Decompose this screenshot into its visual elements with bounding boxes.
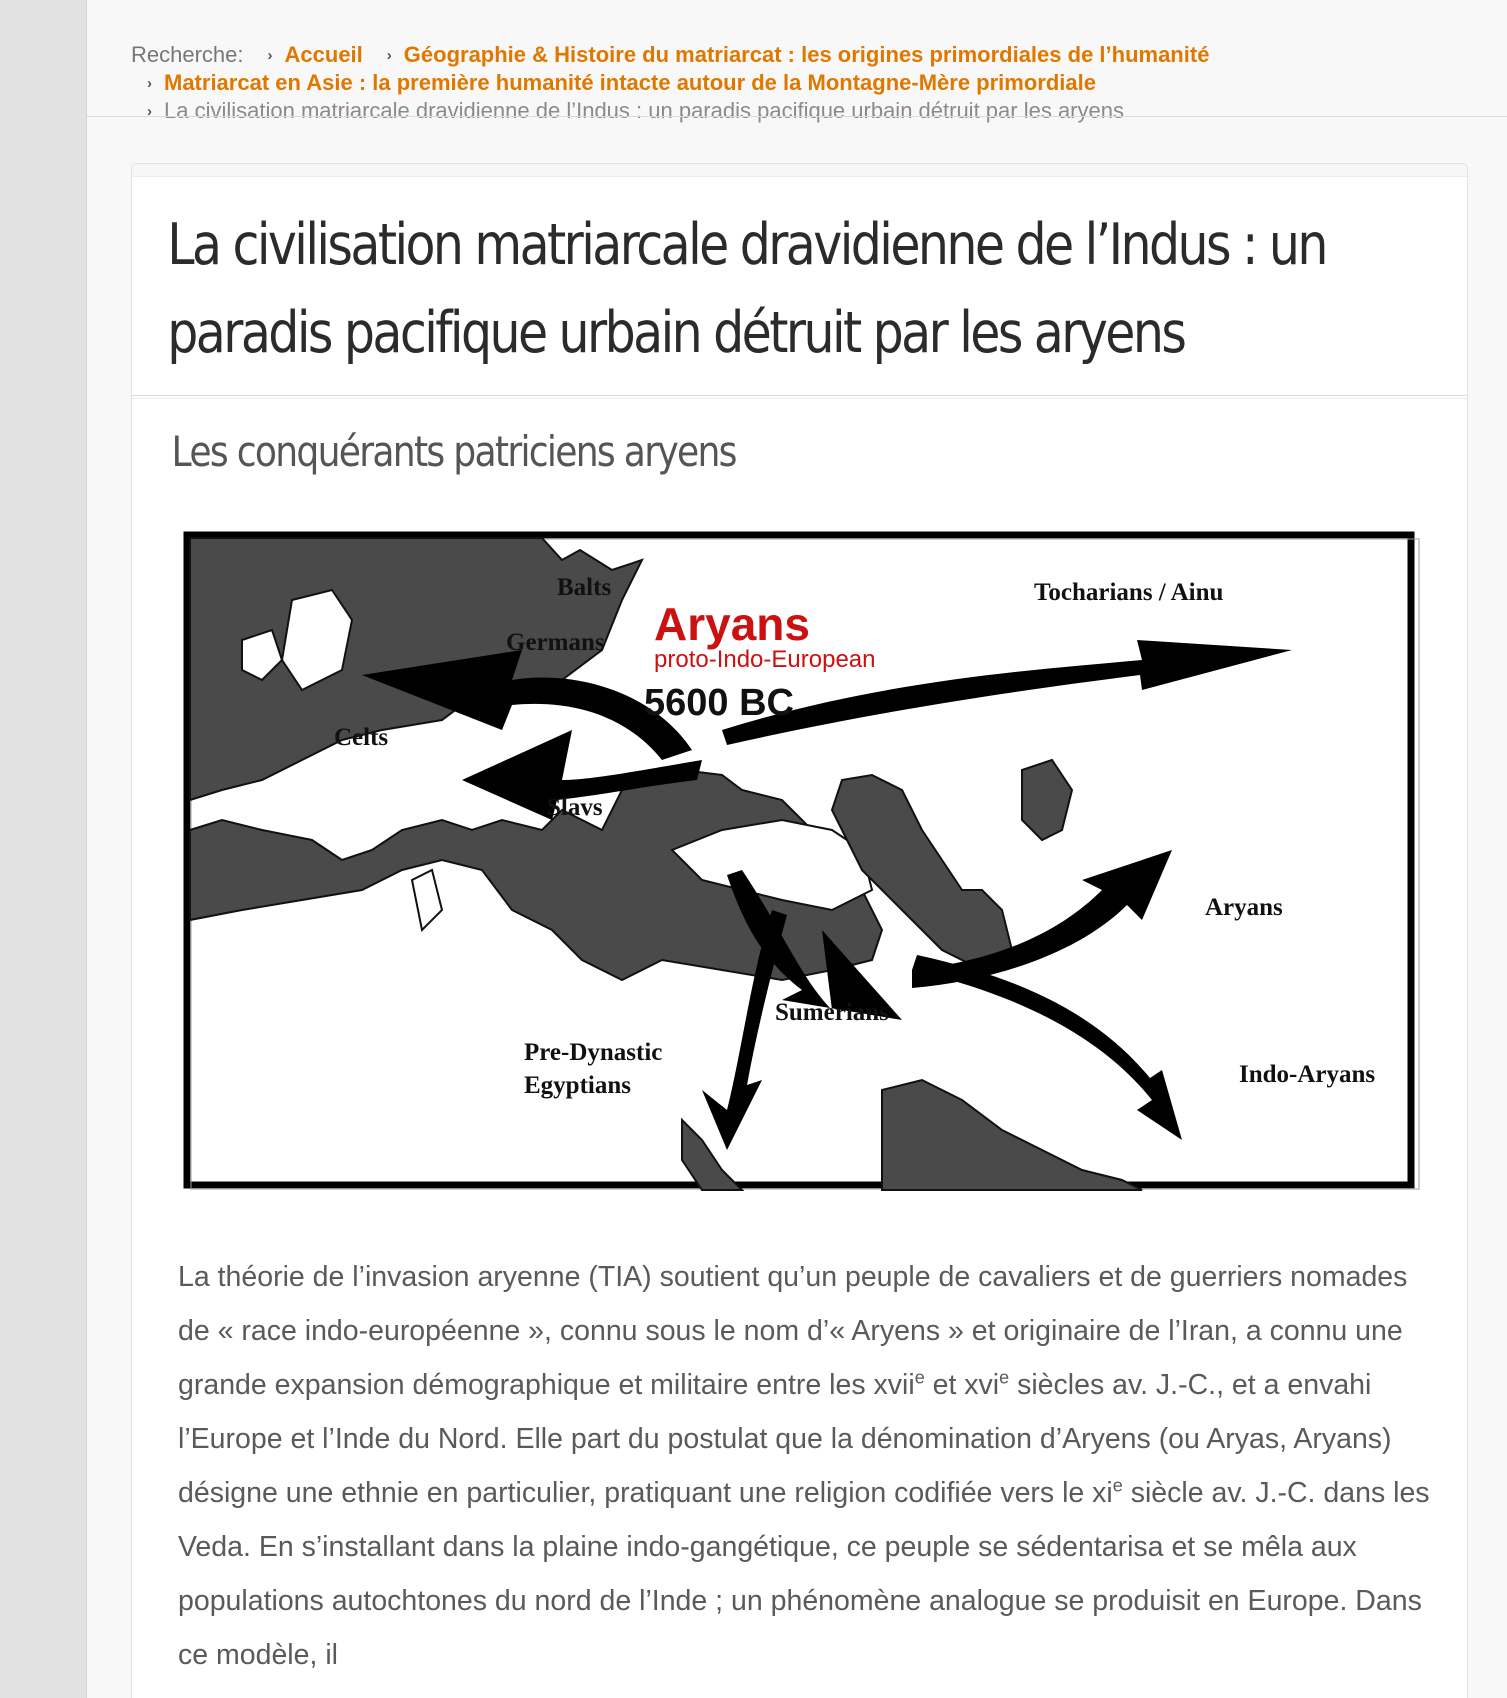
page-title [132,177,1449,395]
breadcrumb-label: Recherche: [131,42,244,67]
label-celts: Celts [334,724,389,751]
label-germans: Germans [506,629,605,656]
title-line-2: paradis pacifique urbain détruit par les aryens [167,300,1185,366]
label-tocharians: Tocharians / Ainu [1034,579,1224,606]
label-egypt-1: Pre-Dynastic [524,1039,663,1066]
breadcrumb-link-geography[interactable]: Géographie & Histoire du matriarcat : les origines primordiales de l’humanité [403,42,1210,67]
paragraph-text-c: siècles av. J.-C., et a envahi l’Europe et l’Inde du Nord. Elle part du postulat que la dénomination d’Aryens (ou Aryas, Aryans) désigne une ethnie en particulier, pratiquant une religion codifiée vers le xi [178,1369,1392,1509]
paragraph-text-a: La théorie de l’invasion aryenne (TIA) soutient qu’un peuple de cavaliers et de guerriers nomades de « race indo-européenne », connu sous le nom d’« Aryens » et originaire de l’Iran, a connu une grande expansion démographique et militaire entre les xvii [178,1261,1408,1401]
label-sumerians: Sumerians [775,999,889,1026]
page [86,0,1507,1698]
sup-3: e [1112,1475,1123,1496]
chevron-right-icon: › [386,47,392,64]
paragraph-text-b: et xvi [924,1369,1000,1401]
label-egypt-2: Egyptians [524,1072,631,1099]
breadcrumb-divider [87,116,1507,117]
sup-2: e [999,1367,1010,1388]
sup-1: e [914,1367,925,1388]
chevron-right-icon: › [267,47,273,64]
breadcrumb-link-asia[interactable]: Matriarcat en Asie : la première humanité intacte autour de la Montagne-Mère primordiale [164,70,1096,95]
label-date: 5600 BC [644,682,794,724]
map-svg [182,530,1420,1198]
article-paragraph [178,1250,1438,1682]
paragraph-text-d: siècle av. J.-C. dans les Veda. En s’installant dans la plaine indo-gangétique, ce peuple se sédentarisa et se mêla aux populations autochtones du nord de l’Inde ; un phénomène analogue se produisit en Europe. Dans ce modèle, il [178,1477,1430,1671]
chevron-right-icon: › [147,103,152,120]
article-card [131,163,1468,1698]
label-aryans-title: Aryans [654,598,810,650]
label-proto: proto-Indo-European [654,646,876,673]
label-indo-aryans: Indo-Aryans [1239,1061,1376,1088]
breadcrumb-link-home[interactable]: Accueil [284,42,363,67]
label-aryans-east: Aryans [1205,894,1283,921]
title-divider [132,395,1467,399]
breadcrumb [131,42,1488,123]
title-line-1: La civilisation matriarcale dravidienne de l’Indus : un [167,212,1326,278]
chevron-right-icon: › [147,75,152,92]
label-balts: Balts [557,574,612,601]
breadcrumb-current: La civilisation matriarcale dravidienne de l’Indus : un paradis pacifique urbain détruit par les aryens [164,98,1124,123]
article-top-bar [132,164,1467,177]
label-slavs: Slavs [547,794,603,821]
section-heading: Les conquérants patriciens aryens [171,427,736,476]
aryan-migration-map [182,530,1420,1198]
